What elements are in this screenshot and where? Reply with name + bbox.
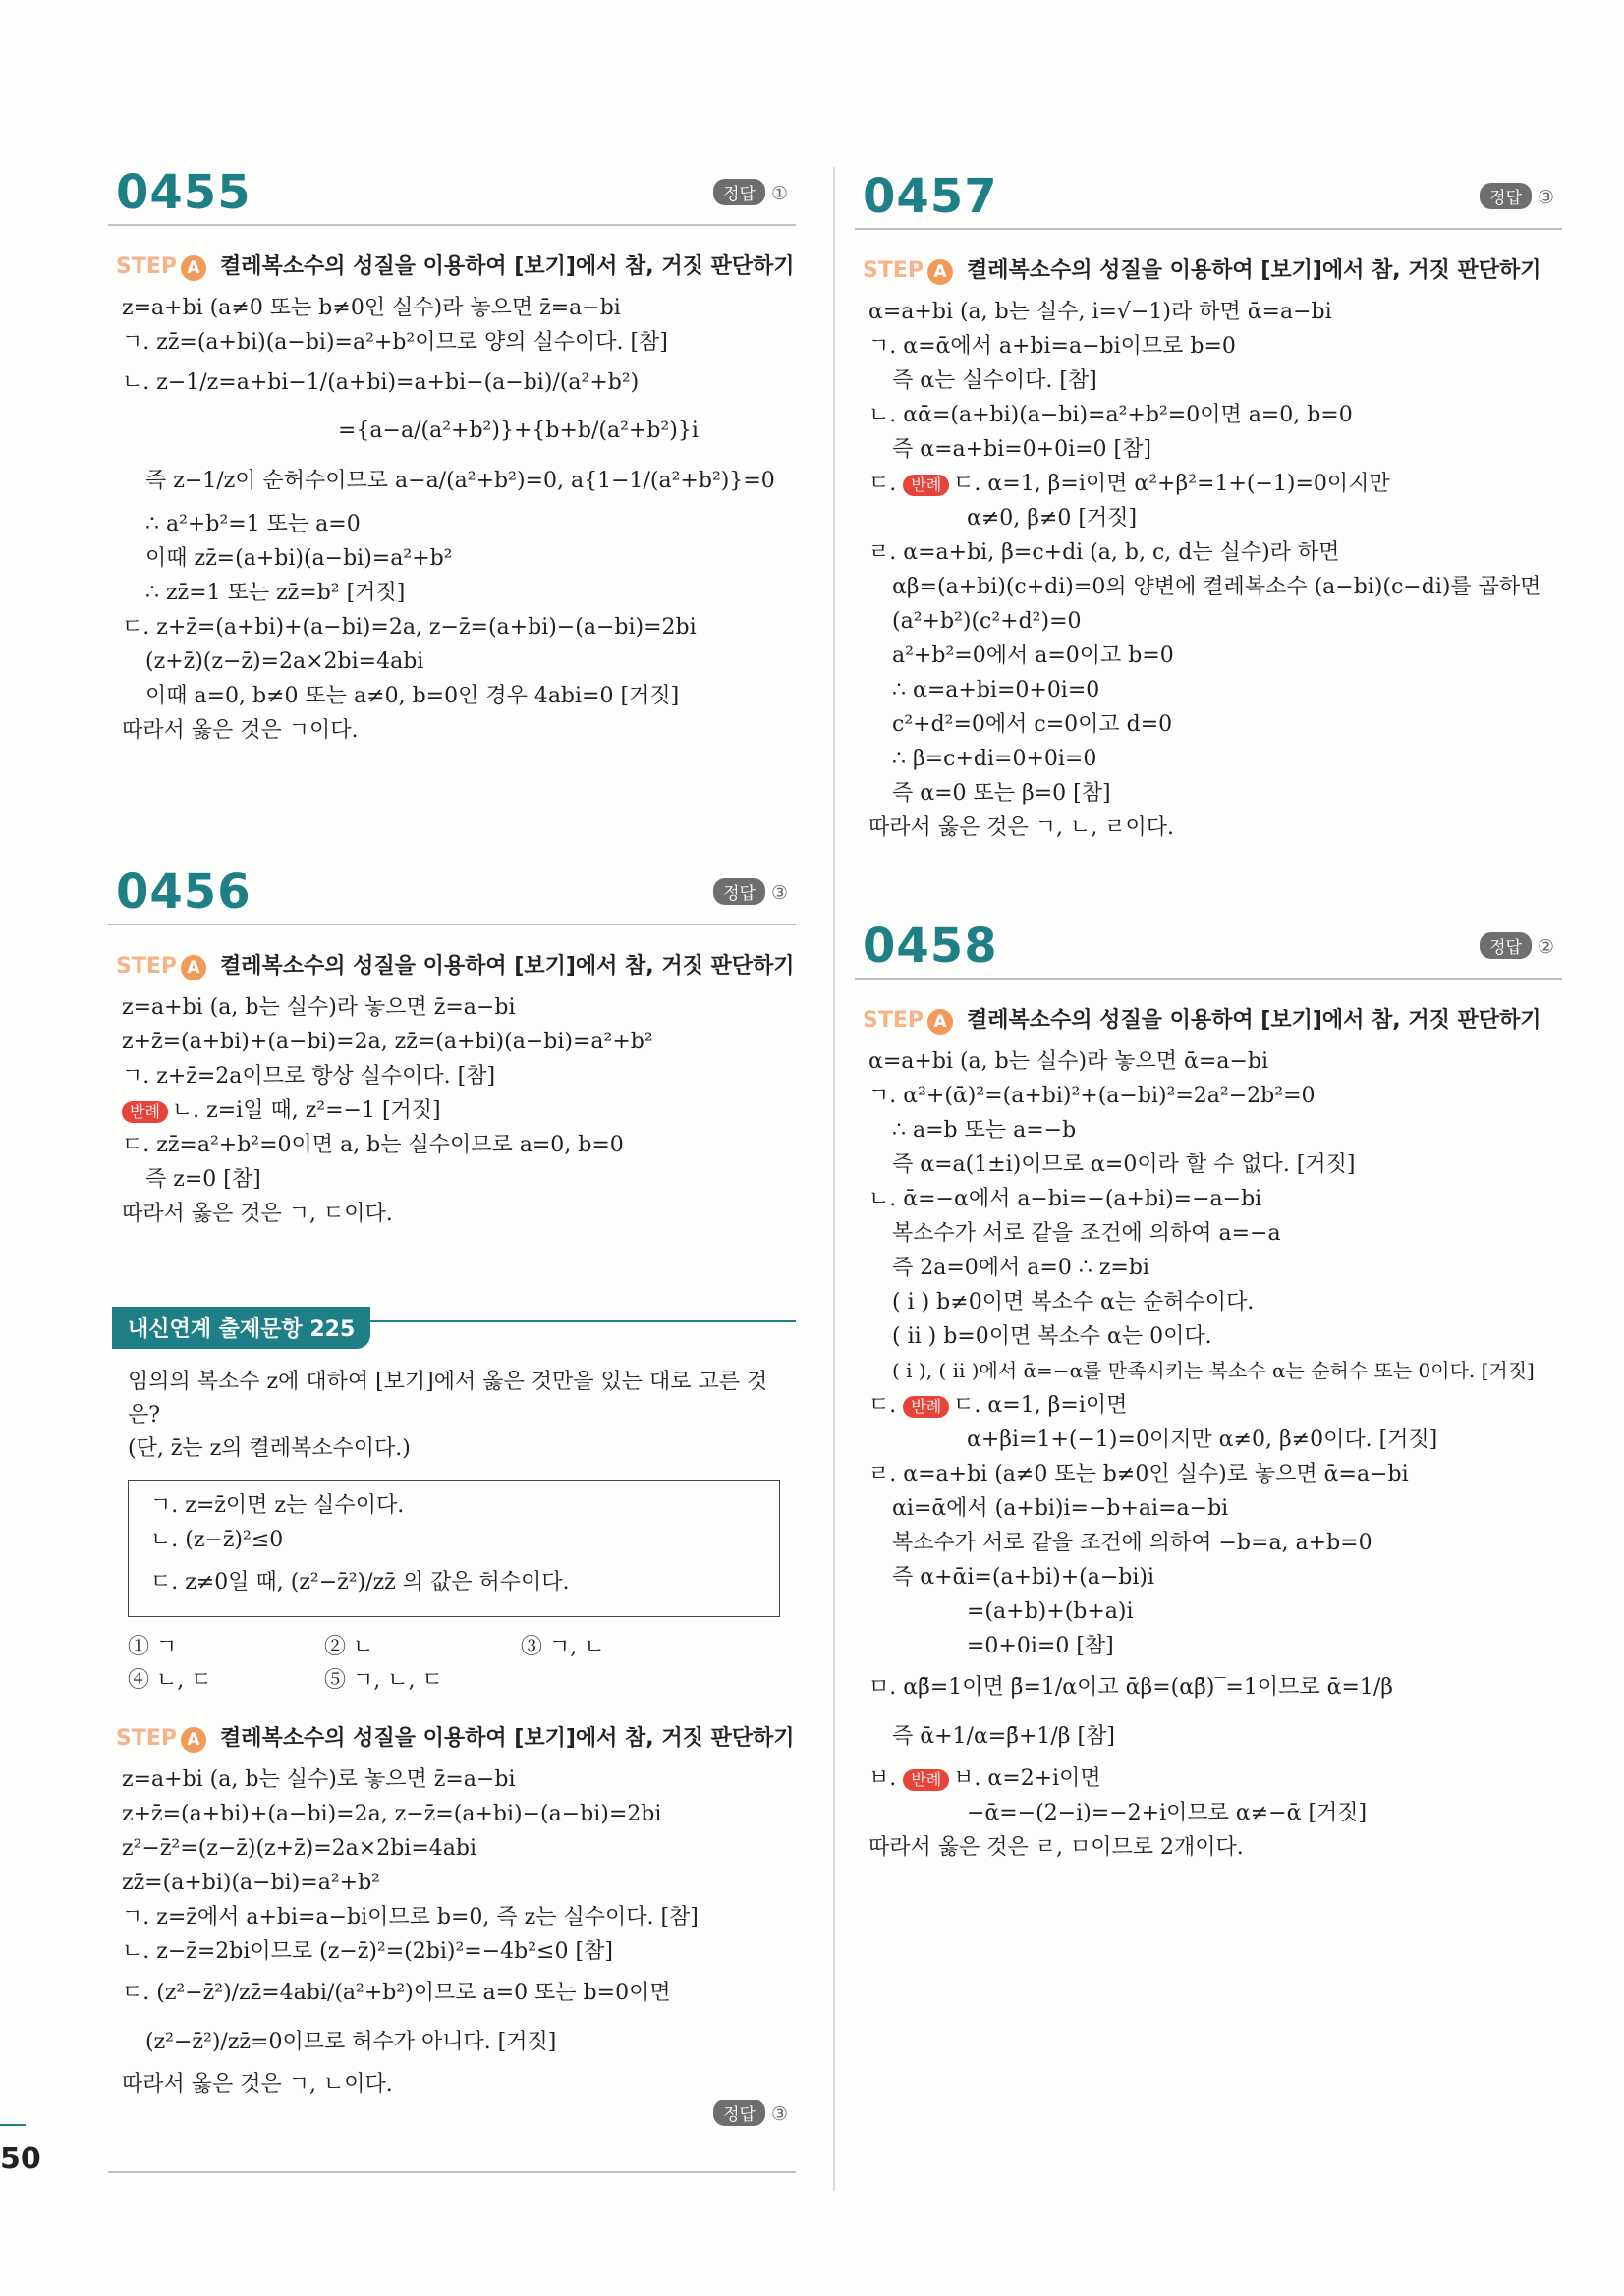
step-heading — [863, 1003, 1562, 1035]
naesin-problem — [108, 1297, 796, 2181]
solution-line: z=a+bi (a, b는 실수)라 놓으면 z̄=a−bi — [122, 995, 516, 1020]
naesin-rule — [364, 1320, 796, 1322]
solution-line: 복소수가 서로 같을 조건에 의하여 −b=a, a+b=0 — [892, 1531, 1372, 1555]
solution-line: ∴ zz̄=1 또는 zz̄=b² [거짓] — [145, 581, 406, 605]
solution-line: 즉 z=0 [참] — [145, 1167, 261, 1192]
page-number-bar — [0, 2124, 26, 2126]
solution-text: ㄷ. α=1, β=i이면 α²+β²=1+(−1)=0이지만 — [953, 472, 1390, 496]
solution-line: 복소수가 서로 같을 조건에 의하여 a=−a — [892, 1221, 1281, 1246]
answer-label: 정답 — [1480, 183, 1532, 209]
step-letter: A — [181, 255, 206, 281]
solution-line — [122, 1093, 796, 1128]
step-title: 켤레복소수의 성질을 이용하여 [보기]에서 참, 거짓 판단하기 — [967, 1008, 1541, 1033]
choice-3: ③ ㄱ, ㄴ — [521, 1635, 605, 1659]
choice-4: ④ ㄴ, ㄷ — [128, 1668, 212, 1693]
solution-line: ㄴ. αᾱ=(a+bi)(a−bi)=a²+b²=0이면 a=0, b=0 — [868, 403, 1353, 427]
step-text: STEP — [116, 1726, 178, 1751]
solution-lines — [122, 291, 796, 748]
solution-line: α≠0, β≠0 [거짓] — [967, 506, 1138, 531]
bogi-box — [128, 1480, 780, 1617]
solution-lines — [122, 1763, 796, 2101]
solution-line: ㄷ. 반례 ㄷ. α=1, β=i이면 — [868, 1393, 1128, 1418]
naesin-header — [108, 1307, 796, 1346]
problem-header — [855, 169, 1562, 230]
solution-line: ㄷ. (z²−z̄²)/zz̄=4abi/(a²+b²)이므로 a=0 또는 b=0이면 — [122, 1981, 671, 2005]
solution-line: ㄱ. α²+(ᾱ)²=(a+bi)²+(a−bi)²=2a²−2b²=0 — [868, 1084, 1316, 1108]
answer-value: ③ — [770, 2103, 788, 2125]
solution-line: 따라서 옳은 것은 ㄱ, ㄷ이다. — [122, 1202, 393, 1226]
solution-line: (z+z̄)(z−z̄)=2a×2bi=4abi — [145, 649, 424, 674]
problem-0458 — [855, 919, 1562, 1865]
problem-header — [855, 919, 1562, 980]
solution-line: α+βi=1+(−1)=0이지만 α≠0, β≠0이다. [거짓] — [967, 1428, 1438, 1452]
step-heading — [116, 250, 796, 281]
choice-1: ① ㄱ — [128, 1635, 178, 1659]
solution-line: 이때 zz̄=(a+bi)(a−bi)=a²+b² — [145, 546, 453, 571]
answer-value: ③ — [1537, 187, 1554, 208]
solution-line: 즉 α=a(1±i)이므로 α=0이라 할 수 없다. [거짓] — [892, 1152, 1356, 1177]
answer-badge — [1480, 932, 1554, 959]
solution-line: z+z̄=(a+bi)+(a−bi)=2a, z−z̄=(a+bi)−(a−bi)=2bi — [122, 1802, 662, 1826]
problem-0457 — [855, 169, 1562, 845]
question-text — [128, 1366, 796, 1466]
counterexample-badge: 반례 — [903, 1769, 949, 1791]
answer-value: ③ — [770, 882, 788, 904]
step-text: STEP — [116, 954, 178, 979]
solution-line: z+z̄=(a+bi)+(a−bi)=2a, zz̄=(a+bi)(a−bi)=a²+b² — [122, 1030, 653, 1054]
solution-line: ㄱ. α=ᾱ에서 a+bi=a−bi이므로 b=0 — [868, 334, 1236, 359]
step-text: STEP — [116, 254, 178, 279]
solution-line: 따라서 옳은 것은 ㄹ, ㅁ이므로 2개이다. — [868, 1835, 1244, 1860]
solution-line: ㄱ. zz̄=(a+bi)(a−bi)=a²+b²이므로 양의 실수이다. [참] — [122, 330, 668, 355]
solution-line: 즉 α=0 또는 β=0 [참] — [892, 781, 1111, 806]
counterexample-badge: 반례 — [122, 1101, 168, 1123]
solution-line: z=a+bi (a≠0 또는 b≠0인 실수)라 놓으면 z̄=a−bi — [122, 296, 621, 320]
step-heading — [116, 1721, 796, 1753]
solution-line: 즉 α+ᾱi=(a+bi)+(a−bi)i — [892, 1565, 1155, 1590]
solution-text: ㄴ. z=i일 때, z²=−1 [거짓] — [171, 1098, 441, 1123]
step-heading — [116, 949, 796, 980]
solution-line: ㄴ. ᾱ=−α에서 a−bi=−(a+bi)=−a−bi — [868, 1187, 1262, 1211]
solution-line: 이때 a=0, b≠0 또는 a≠0, b=0인 경우 4abi=0 [거짓] — [145, 684, 680, 708]
problem-number: 0458 — [863, 919, 998, 974]
step-title: 켤레복소수의 성질을 이용하여 [보기]에서 참, 거짓 판단하기 — [220, 1726, 795, 1751]
solution-line: ∴ a=b 또는 a=−b — [892, 1118, 1077, 1143]
solution-line: ㄷ. 반례 ㄷ. α=1, β=i이면 α²+β²=1+(−1)=0이지만 — [868, 472, 1390, 496]
answer-badge — [713, 179, 788, 205]
solution-line: ㅂ. 반례 ㅂ. α=2+i이면 — [868, 1766, 1101, 1791]
solution-line: 따라서 옳은 것은 ㄱ, ㄴ이다. — [122, 2072, 393, 2097]
answer-badge — [713, 878, 788, 905]
solution-line: zz̄=(a+bi)(a−bi)=a²+b² — [122, 1871, 380, 1895]
choice-2: ② ㄴ — [324, 1635, 374, 1659]
solution-line: ㄹ. α=a+bi, β=c+di (a, b, c, d는 실수)라 하면 — [868, 540, 1340, 565]
solution-line: a²+b²=0에서 a=0이고 b=0 — [892, 644, 1174, 668]
bogi-item: ㄷ. z≠0일 때, (z²−z̄²)/zz̄ 의 값은 허수이다. — [150, 1570, 570, 1595]
solution-text: ㅂ. α=2+i이면 — [953, 1766, 1101, 1791]
solution-lines — [868, 295, 1562, 845]
answer-label: 정답 — [713, 2100, 765, 2126]
choice-row — [128, 1631, 796, 1664]
solution-text: ㄷ. α=1, β=i이면 — [953, 1393, 1128, 1418]
answer-badge — [713, 2100, 788, 2126]
solution-line: ∴ α=a+bi=0+0i=0 — [892, 678, 1100, 702]
step-text: STEP — [863, 258, 924, 283]
counterexample-badge: 반례 — [903, 1396, 949, 1418]
bogi-item: ㄴ. (z−z̄)²≤0 — [150, 1528, 284, 1552]
solution-line: α=a+bi (a, b는 실수)라 놓으면 ᾱ=a−bi — [868, 1049, 1269, 1074]
solution-line: ∴ a²+b²=1 또는 a=0 — [145, 512, 361, 536]
column-divider — [833, 167, 835, 2191]
solution-line: 즉 ᾱ+1/α=β̄+1/β [참] — [892, 1724, 1115, 1749]
step-letter: A — [927, 259, 953, 285]
solution-line: α=a+bi (a, b는 실수, i=√−1)라 하면 ᾱ=a−bi — [868, 300, 1332, 324]
step-heading — [863, 253, 1562, 285]
solution-line: −ᾱ=−(2−i)=−2+i이므로 α≠−ᾱ [거짓] — [967, 1801, 1368, 1825]
solution-line: ㄴ. z−1/z=a+bi−1/(a+bi)=a+bi−(a−bi)/(a²+b²) — [122, 370, 640, 395]
solution-line: 즉 z−1/z이 순허수이므로 a−a/(a²+b²)=0, a{1−1/(a²+b²)}=0 — [145, 469, 775, 493]
solution-line: ㄴ. z−z̄=2bi이므로 (z−z̄)²=(2bi)²=−4b²≤0 [참] — [122, 1939, 613, 1964]
solution-line: ㅁ. αβ̄=1이면 β̄=1/α이고 ᾱβ=(αβ̄)‾=1이므로 ᾱ=1/β — [868, 1675, 1394, 1700]
solution-line: 즉 α는 실수이다. [참] — [892, 368, 1097, 393]
question-line: (단, z̄는 z의 켤레복소수이다.) — [128, 1436, 411, 1461]
solution-line: 즉 α=a+bi=0+0i=0 [참] — [892, 437, 1151, 462]
problem-number: 0455 — [116, 165, 252, 220]
step-text: STEP — [863, 1008, 924, 1033]
counterexample-badge: 반례 — [903, 475, 949, 496]
step-title: 켤레복소수의 성질을 이용하여 [보기]에서 참, 거짓 판단하기 — [967, 258, 1541, 283]
solution-line: ∴ β=c+di=0+0i=0 — [892, 747, 1097, 771]
solution-line: 따라서 옳은 것은 ㄱ, ㄴ, ㄹ이다. — [868, 815, 1174, 840]
page-number: 50 — [0, 2142, 41, 2176]
solution-line: (z²−z̄²)/zz̄=0이므로 허수가 아니다. [거짓] — [145, 2030, 557, 2054]
solution-line: αi=ᾱ에서 (a+bi)i=−b+ai=a−bi — [892, 1496, 1229, 1521]
choice-5: ⑤ ㄱ, ㄴ, ㄷ — [324, 1668, 443, 1693]
solution-line: (a²+b²)(c²+d²)=0 — [892, 609, 1082, 634]
solution-line: ㄱ. z+z̄=2a이므로 항상 실수이다. [참] — [122, 1064, 496, 1089]
solution-line: 따라서 옳은 것은 ㄱ이다. — [122, 718, 359, 743]
naesin-tag: 내신연계 출제문항 225 — [112, 1307, 370, 1349]
bogi-item: ㄱ. z=z̄이면 z는 실수이다. — [150, 1493, 405, 1518]
solution-lines — [868, 1044, 1562, 1865]
problem-number: 0456 — [116, 865, 252, 920]
solution-line: c²+d²=0에서 c=0이고 d=0 — [892, 712, 1173, 737]
step-title: 켤레복소수의 성질을 이용하여 [보기]에서 참, 거짓 판단하기 — [220, 954, 795, 979]
answer-value: ② — [1537, 936, 1554, 958]
answer-label: 정답 — [1480, 932, 1532, 959]
question-line: 임의의 복소수 z에 대하여 [보기]에서 옳은 것만을 있는 대로 고른 것은? — [128, 1370, 768, 1428]
step-letter: A — [181, 1727, 206, 1753]
answer-value: ① — [770, 183, 788, 204]
answer-label: 정답 — [713, 878, 765, 905]
choice-row — [128, 1664, 796, 1698]
solution-line: ㄹ. α=a+bi (a≠0 또는 b≠0인 실수)로 놓으면 ᾱ=a−bi — [868, 1462, 1409, 1486]
answer-label: 정답 — [713, 179, 765, 205]
answer-badge — [1480, 183, 1554, 209]
solution-line: 즉 2a=0에서 a=0 ∴ z=bi — [892, 1256, 1149, 1280]
answer-choices — [128, 1631, 796, 1698]
solution-line: ={a−a/(a²+b²)}+{b+b/(a²+b²)}i — [338, 419, 699, 443]
solution-line: ㄷ. zz̄=a²+b²=0이면 a, b는 실수이므로 a=0, b=0 — [122, 1133, 624, 1157]
problem-number: 0457 — [863, 169, 998, 224]
solution-line: αβ=(a+bi)(c+di)=0의 양변에 켤레복소수 (a−bi)(c−di)를 곱하면 — [892, 575, 1541, 599]
solution-line: ㄷ. z+z̄=(a+bi)+(a−bi)=2a, z−z̄=(a+bi)−(a−bi)=2bi — [122, 615, 697, 640]
solution-line: ㄱ. z=z̄에서 a+bi=a−bi이므로 b=0, 즉 z는 실수이다. [참] — [122, 1905, 699, 1930]
solution-lines — [122, 990, 796, 1231]
solution-line: z=a+bi (a, b는 실수)로 놓으면 z̄=a−bi — [122, 1767, 516, 1792]
solution-line: z²−z̄²=(z−z̄)(z+z̄)=2a×2bi=4abi — [122, 1836, 477, 1861]
solution-line: ( i ), ( ii )에서 ᾱ=−α를 만족시키는 복소수 α는 순허수 또는 0이다. [거짓] — [892, 1359, 1535, 1382]
solution-line: ( ii ) b=0이면 복소수 α는 0이다. — [892, 1324, 1212, 1349]
problem-0456 — [108, 865, 796, 1231]
step-title: 켤레복소수의 성질을 이용하여 [보기]에서 참, 거짓 판단하기 — [220, 254, 795, 279]
solution-line: ( i ) b≠0이면 복소수 α는 순허수이다. — [892, 1290, 1255, 1315]
problem-0455 — [108, 165, 796, 748]
step-letter: A — [927, 1009, 953, 1035]
solution-line: =(a+b)+(b+a)i — [967, 1599, 1134, 1624]
problem-header — [108, 865, 796, 925]
step-letter: A — [181, 955, 206, 980]
solution-line: =0+0i=0 [참] — [967, 1634, 1114, 1658]
problem-header — [108, 165, 796, 226]
